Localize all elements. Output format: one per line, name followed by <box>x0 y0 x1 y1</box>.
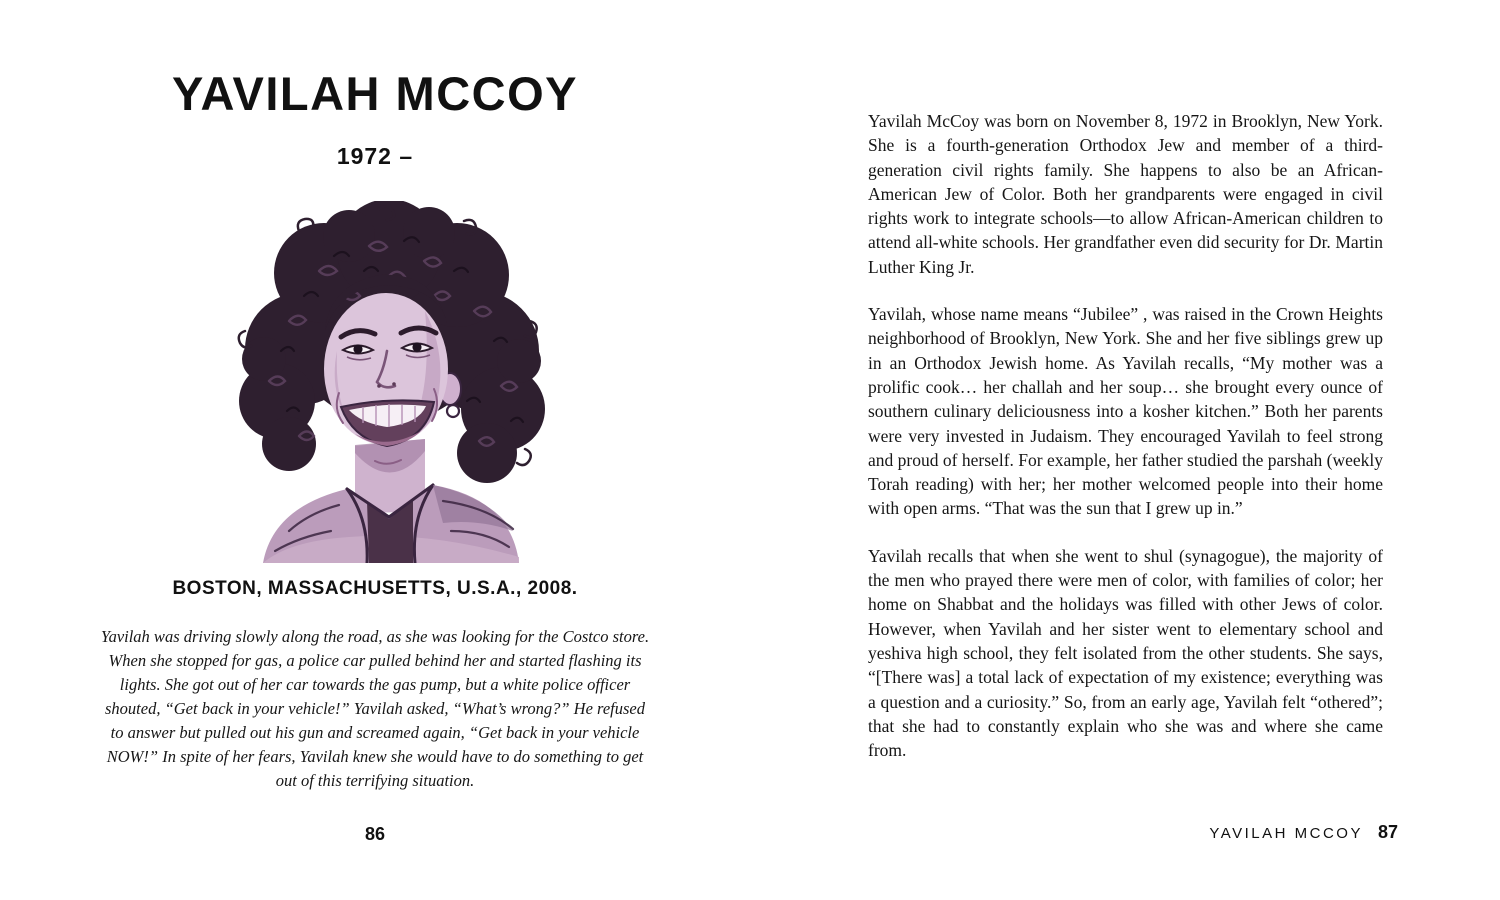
page-number-right: 87 <box>1377 822 1398 842</box>
life-dates: 1972 – <box>336 143 414 169</box>
portrait-container <box>95 201 655 563</box>
bio-paragraph: Yavilah recalls that when she went to shul (synagogue), the majority of the men who prayed there were men of color, with families of color; her home on Shabbat and the holidays was filled with other Jews of color. However, when Yavilah and her sister went to elementary school and yeshiva high school, they felt isolated from the other students. She says, “[There was] a total lack of expectation of my existence; everything was a question and a curiosity.” So, from an early age, Yavilah felt “othered”; that she had to constantly explain who she was and where she came from. <box>868 545 1383 761</box>
left-page <box>95 0 655 845</box>
bio-paragraph: Yavilah, whose name means “Jubilee” , was raised in the Crown Heights neighborhood of Brooklyn, New York. She and her five siblings grew up in an Orthodox Jewish home. As Yavilah recalls, “My mother was a prolific cook… her challah and her soup… she brought every ounce of southern culinary deliciousness into a kosher kitchen.” Both her parents were very invested in Judaism. They encouraged Yavilah to feel strong and proud of herself. For example, her father studied the parshah (weekly Torah reading) with her; her mother welcomed people into their home with open arms. “That was the sun that I grew up in.” <box>868 304 1383 519</box>
location-caption: BOSTON, MASSACHUSETTS, U.S.A., 2008. <box>172 578 578 599</box>
page-title: YAVILAH MCCOY <box>172 67 578 120</box>
bio-paragraph: Yavilah McCoy was born on November 8, 1972 in Brooklyn, New York. She is a fourth-generation Orthodox Jew and member of a third-generation civil rights family. She happens to also be an African-American Jew of Color. Both her grandparents were engaged in civil rights work to integrate schools—to allow African-American children to attend all-white schools. Her grandfather even did security for Dr. Martin Luther King Jr. <box>868 111 1383 277</box>
page-number-left: 86 <box>364 824 386 844</box>
portrait-illustration <box>229 201 549 563</box>
running-header: YAVILAH MCCOY <box>1209 825 1363 842</box>
hook-paragraph: Yavilah was driving slowly along the road, as she was looking for the Costco store. When she stopped for gas, a police car pulled behind her and started flashing its lights. She got out of her car towards the gas pump, but a white police officer shouted, “Get back in your vehicle!” Yavilah asked, “What’s wrong?” He refused to answer but pulled out his gun and screamed again, “Get back in your vehicle NOW!” In spite of her fears, Yavilah knew she would have to do something to get out of this terrifying situation. <box>100 627 650 790</box>
right-page-footer <box>1209 822 1398 843</box>
right-page <box>868 109 1383 762</box>
